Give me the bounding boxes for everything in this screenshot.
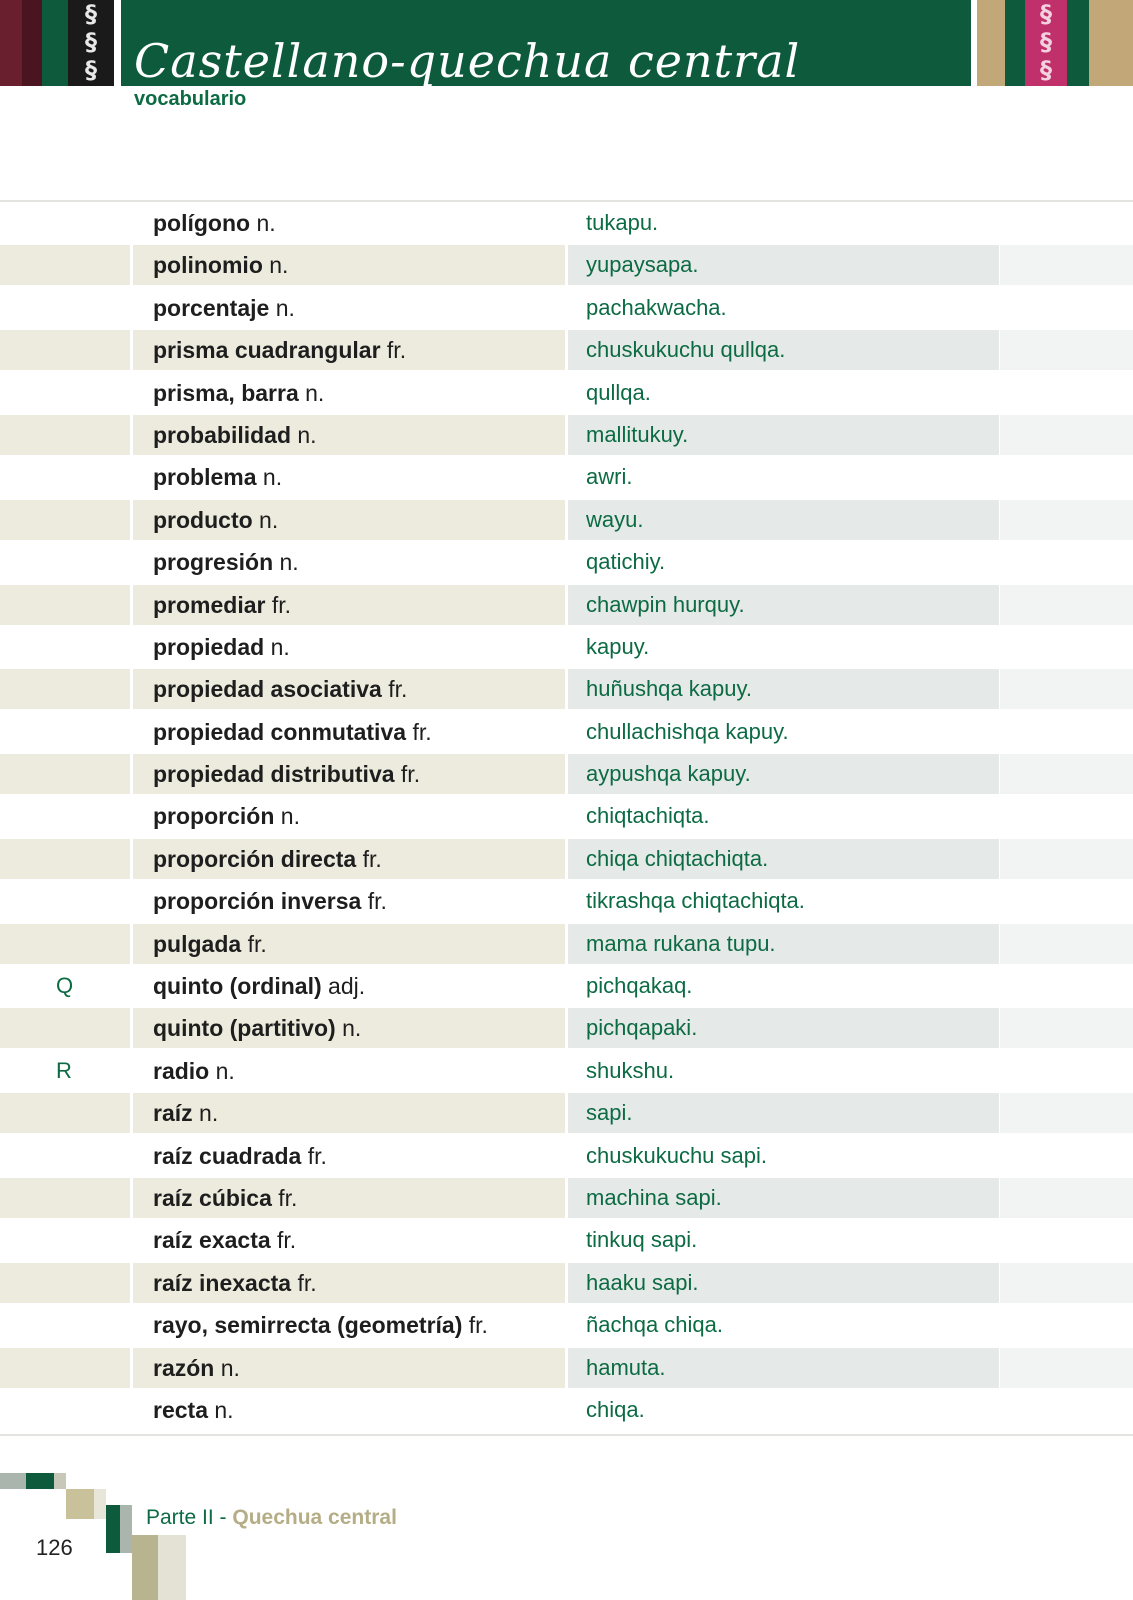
quechua-translation: machina sapi. xyxy=(586,1184,722,1210)
zigzag-pattern-icon: § xyxy=(85,28,97,56)
footer-part-prefix: Parte II - xyxy=(146,1506,233,1529)
spanish-term xyxy=(153,712,432,752)
spanish-term xyxy=(153,754,420,794)
spanish-term xyxy=(153,1220,296,1260)
table-row xyxy=(0,330,1133,372)
spanish-term xyxy=(153,1348,240,1388)
row-bg-margin xyxy=(1000,712,1133,752)
table-row xyxy=(0,1136,1133,1178)
row-bg-letter xyxy=(0,542,130,582)
zigzag-pattern-icon: § xyxy=(85,0,97,28)
spanish-term xyxy=(153,585,291,625)
spanish-term xyxy=(153,1136,327,1176)
term-word: prisma cuadrangular xyxy=(153,337,381,364)
spanish-term xyxy=(153,542,299,582)
part-of-speech: n. xyxy=(280,803,300,830)
spanish-term xyxy=(153,1178,297,1218)
row-bg-letter xyxy=(0,1348,130,1388)
quechua-translation: hamuta. xyxy=(586,1354,666,1380)
term-word: pulgada xyxy=(153,930,242,957)
header-stripe-left-dark xyxy=(22,0,42,86)
spanish-term xyxy=(153,966,365,1006)
vocabulary-table xyxy=(0,203,1133,1432)
zigzag-pattern-icon: § xyxy=(1040,0,1052,28)
quechua-translation: pichqapaki. xyxy=(586,1015,698,1041)
footer-block-9 xyxy=(158,1535,186,1600)
row-bg-letter xyxy=(0,288,130,328)
spanish-term xyxy=(153,1390,234,1430)
spanish-term xyxy=(153,1093,218,1133)
footer-block-6 xyxy=(106,1505,120,1553)
term-word: propiedad xyxy=(153,633,265,660)
quechua-translation: qullqa. xyxy=(586,379,651,405)
table-row xyxy=(0,1220,1133,1262)
spanish-term xyxy=(153,881,387,921)
quechua-translation: tikrashqa chiqtachiqta. xyxy=(586,888,805,914)
part-of-speech: n. xyxy=(220,1354,240,1381)
term-word: quinto (partitivo) xyxy=(153,1015,336,1042)
row-bg-margin xyxy=(1000,1348,1133,1388)
term-word: propiedad asociativa xyxy=(153,676,382,703)
row-bg-margin xyxy=(1000,373,1133,413)
quechua-translation: tukapu. xyxy=(586,210,659,235)
row-bg-letter xyxy=(0,1220,130,1260)
quechua-translation: chullachishqa kapuy. xyxy=(586,718,789,744)
part-of-speech: fr. xyxy=(468,1312,488,1339)
table-row xyxy=(0,203,1133,245)
quechua-translation: chiqa chiqtachiqta. xyxy=(586,845,769,871)
term-word: recta xyxy=(153,1396,208,1423)
table-row xyxy=(0,1178,1133,1220)
row-bg-letter xyxy=(0,1305,130,1345)
table-row xyxy=(0,881,1133,923)
term-word: propiedad conmutativa xyxy=(153,718,407,745)
part-of-speech: n. xyxy=(297,421,317,448)
term-word: problema xyxy=(153,464,257,491)
row-bg-margin xyxy=(1000,839,1133,879)
footer-block-8 xyxy=(132,1535,158,1600)
table-row xyxy=(0,839,1133,881)
table-row xyxy=(0,924,1133,966)
footer-part-label xyxy=(146,1506,397,1530)
quechua-translation: tinkuq sapi. xyxy=(586,1227,698,1253)
row-bg-margin xyxy=(1000,288,1133,328)
term-word: progresión xyxy=(153,549,274,576)
spanish-term xyxy=(153,1263,317,1303)
spanish-term xyxy=(153,330,406,370)
row-bg-translation xyxy=(568,1093,999,1133)
header-pattern-left xyxy=(68,0,114,86)
quechua-translation: chiqtachiqta. xyxy=(586,803,710,829)
row-bg-margin xyxy=(1000,245,1133,285)
term-word: probabilidad xyxy=(153,421,291,448)
part-of-speech: fr. xyxy=(277,1227,297,1254)
footer-block-5 xyxy=(94,1489,106,1519)
quechua-translation: pachakwacha. xyxy=(586,294,727,320)
row-bg-letter xyxy=(0,881,130,921)
row-bg-letter xyxy=(0,627,130,667)
spanish-term xyxy=(153,203,276,243)
quechua-translation: qatichiy. xyxy=(586,549,666,575)
header-stripe-left-maroon xyxy=(0,0,22,86)
part-of-speech: n. xyxy=(256,210,276,236)
part-of-speech: fr. xyxy=(412,718,432,745)
quechua-translation: huñushqa kapuy. xyxy=(586,676,752,702)
spanish-term xyxy=(153,288,295,328)
quechua-translation: wayu. xyxy=(586,506,644,532)
table-row xyxy=(0,500,1133,542)
row-bg-margin xyxy=(1000,924,1133,964)
row-bg-margin xyxy=(1000,1051,1133,1091)
row-bg-letter xyxy=(0,796,130,836)
row-bg-letter xyxy=(0,712,130,752)
footer-block-2 xyxy=(26,1473,54,1489)
part-of-speech: fr. xyxy=(271,591,292,618)
part-of-speech: n. xyxy=(262,464,283,491)
table-top-rule xyxy=(0,200,1133,202)
quechua-translation: ñachqa chiqa. xyxy=(586,1312,723,1338)
term-word: rayo, semirrecta (geometría) xyxy=(153,1312,463,1339)
row-bg-margin xyxy=(1000,585,1133,625)
header-pattern-right xyxy=(1025,0,1067,86)
term-word: proporción inversa xyxy=(153,888,362,915)
header-stripe-left-white xyxy=(114,0,121,86)
part-of-speech: fr. xyxy=(297,1269,317,1296)
table-row xyxy=(0,457,1133,499)
table-row xyxy=(0,796,1133,838)
spanish-term xyxy=(153,669,407,709)
row-bg-letter xyxy=(0,203,130,243)
part-of-speech: n. xyxy=(305,379,325,406)
term-word: polígono xyxy=(153,210,251,236)
quechua-translation: chiqa. xyxy=(586,1396,645,1422)
part-of-speech: n. xyxy=(259,506,279,533)
row-bg-letter xyxy=(0,415,130,455)
part-of-speech: fr. xyxy=(400,761,421,788)
table-row xyxy=(0,373,1133,415)
part-of-speech: fr. xyxy=(388,676,408,703)
term-word: raíz cuadrada xyxy=(153,1142,302,1169)
row-bg-letter xyxy=(0,457,130,497)
spanish-term xyxy=(153,415,317,455)
row-bg-margin xyxy=(1000,669,1133,709)
part-of-speech: n. xyxy=(275,294,295,321)
row-bg-letter xyxy=(0,1136,130,1176)
spanish-term xyxy=(153,457,282,497)
table-row xyxy=(0,627,1133,669)
term-word: raíz exacta xyxy=(153,1227,271,1254)
footer-block-1 xyxy=(0,1473,26,1489)
term-word: raíz inexacta xyxy=(153,1269,292,1296)
table-row xyxy=(0,1305,1133,1347)
table-row xyxy=(0,1093,1133,1135)
row-bg-letter xyxy=(0,924,130,964)
part-of-speech: fr. xyxy=(386,337,407,364)
page-title: Castellano-quechua central xyxy=(134,34,801,88)
term-word: radio xyxy=(153,1057,210,1084)
page-subtitle: vocabulario xyxy=(134,88,247,110)
row-bg-letter xyxy=(0,585,130,625)
part-of-speech: n. xyxy=(270,633,290,660)
quechua-translation: mallitukuy. xyxy=(586,421,689,447)
row-bg-margin xyxy=(1000,1093,1133,1133)
spanish-term xyxy=(153,627,290,667)
term-word: raíz cúbica xyxy=(153,1184,272,1211)
row-bg-letter xyxy=(0,1390,130,1430)
term-word: raíz xyxy=(153,1100,193,1127)
quechua-translation: pichqakaq. xyxy=(586,973,693,999)
table-bottom-rule xyxy=(0,1434,1133,1436)
table-row xyxy=(0,245,1133,287)
quechua-translation: yupaysapa. xyxy=(586,252,699,278)
row-bg-letter xyxy=(0,1093,130,1133)
quechua-translation: aypushqa kapuy. xyxy=(586,761,751,787)
quechua-translation: chuskukuchu sapi. xyxy=(586,1142,767,1168)
part-of-speech: n. xyxy=(279,549,299,576)
part-of-speech: n. xyxy=(199,1100,219,1127)
table-row xyxy=(0,1390,1133,1432)
quechua-translation: haaku sapi. xyxy=(586,1269,699,1295)
row-bg-margin xyxy=(1000,754,1133,794)
row-bg-letter xyxy=(0,1178,130,1218)
spanish-term xyxy=(153,1305,488,1345)
term-word: propiedad distributiva xyxy=(153,761,395,788)
term-word: quinto (ordinal) xyxy=(153,973,322,1000)
row-bg-margin xyxy=(1000,1008,1133,1048)
row-bg-margin xyxy=(1000,1263,1133,1303)
zigzag-pattern-icon: § xyxy=(1040,28,1052,56)
header-stripe-left-green xyxy=(42,0,68,86)
spanish-term xyxy=(153,924,267,964)
row-bg-margin xyxy=(1000,330,1133,370)
part-of-speech: fr. xyxy=(307,1142,327,1169)
term-word: producto xyxy=(153,506,253,533)
footer-block-7 xyxy=(120,1505,132,1553)
table-row xyxy=(0,1008,1133,1050)
spanish-term xyxy=(153,245,288,285)
table-row xyxy=(0,415,1133,457)
table-row xyxy=(0,1348,1133,1390)
row-bg-margin xyxy=(1000,881,1133,921)
part-of-speech: n. xyxy=(215,1057,235,1084)
table-row xyxy=(0,1051,1133,1093)
row-bg-letter xyxy=(0,373,130,413)
part-of-speech: fr. xyxy=(278,1184,298,1211)
header-stripe-right-green2 xyxy=(1067,0,1089,86)
term-word: razón xyxy=(153,1354,215,1381)
row-bg-translation xyxy=(568,457,999,497)
row-bg-margin xyxy=(1000,1178,1133,1218)
quechua-translation: shukshu. xyxy=(586,1057,675,1083)
row-bg-margin xyxy=(1000,203,1133,243)
page-number: 126 xyxy=(36,1535,73,1560)
part-of-speech: adj. xyxy=(328,973,366,1000)
spanish-term xyxy=(153,1008,361,1048)
footer-part-name: Quechua central xyxy=(232,1506,397,1529)
footer-block-4 xyxy=(66,1489,94,1519)
table-row xyxy=(0,542,1133,584)
table-row xyxy=(0,585,1133,627)
term-word: proporción xyxy=(153,803,275,830)
part-of-speech: fr. xyxy=(367,888,387,915)
term-word: promediar xyxy=(153,591,266,618)
table-row xyxy=(0,712,1133,754)
row-bg-margin xyxy=(1000,1220,1133,1260)
table-row xyxy=(0,669,1133,711)
quechua-translation: kapuy. xyxy=(586,633,650,659)
section-letter: R xyxy=(56,1057,72,1083)
quechua-translation: awri. xyxy=(586,464,633,490)
row-bg-letter xyxy=(0,245,130,285)
row-bg-margin xyxy=(1000,500,1133,540)
quechua-translation: mama rukana tupu. xyxy=(586,930,776,956)
footer-block-3 xyxy=(54,1473,66,1489)
term-word: porcentaje xyxy=(153,294,270,321)
row-bg-letter xyxy=(0,1008,130,1048)
row-bg-letter xyxy=(0,839,130,879)
spanish-term xyxy=(153,1051,235,1091)
term-word: proporción directa xyxy=(153,845,357,872)
part-of-speech: fr. xyxy=(362,845,382,872)
term-word: prisma, barra xyxy=(153,379,299,406)
section-letter: Q xyxy=(56,973,74,999)
row-bg-margin xyxy=(1000,1136,1133,1176)
part-of-speech: n. xyxy=(269,252,289,279)
spanish-term xyxy=(153,373,324,413)
page-header xyxy=(0,0,1133,86)
row-bg-letter xyxy=(0,500,130,540)
header-stripe-right-green xyxy=(1005,0,1025,86)
header-stripe-right-tan2 xyxy=(1089,0,1133,86)
row-bg-margin xyxy=(1000,457,1133,497)
zigzag-pattern-icon: § xyxy=(1040,56,1052,84)
table-row xyxy=(0,754,1133,796)
row-bg-letter xyxy=(0,669,130,709)
row-bg-letter xyxy=(0,754,130,794)
row-bg-margin xyxy=(1000,415,1133,455)
term-word: polinomio xyxy=(153,252,263,279)
row-bg-margin xyxy=(1000,796,1133,836)
row-bg-margin xyxy=(1000,966,1133,1006)
spanish-term xyxy=(153,839,382,879)
row-bg-margin xyxy=(1000,1305,1133,1345)
table-row xyxy=(0,288,1133,330)
table-row xyxy=(0,966,1133,1008)
quechua-translation: sapi. xyxy=(586,1100,633,1126)
spanish-term xyxy=(153,500,278,540)
row-bg-letter xyxy=(0,330,130,370)
row-bg-letter xyxy=(0,1263,130,1303)
row-bg-margin xyxy=(1000,1390,1133,1430)
row-bg-margin xyxy=(1000,627,1133,667)
header-stripe-right-tan xyxy=(977,0,1005,86)
quechua-translation: chawpin hurquy. xyxy=(586,591,745,617)
quechua-translation: chuskukuchu qullqa. xyxy=(586,337,786,363)
part-of-speech: n. xyxy=(214,1396,234,1423)
row-bg-margin xyxy=(1000,542,1133,582)
zigzag-pattern-icon: § xyxy=(85,56,97,84)
part-of-speech: n. xyxy=(342,1015,362,1042)
part-of-speech: fr. xyxy=(247,930,267,957)
spanish-term xyxy=(153,796,300,836)
table-row xyxy=(0,1263,1133,1305)
